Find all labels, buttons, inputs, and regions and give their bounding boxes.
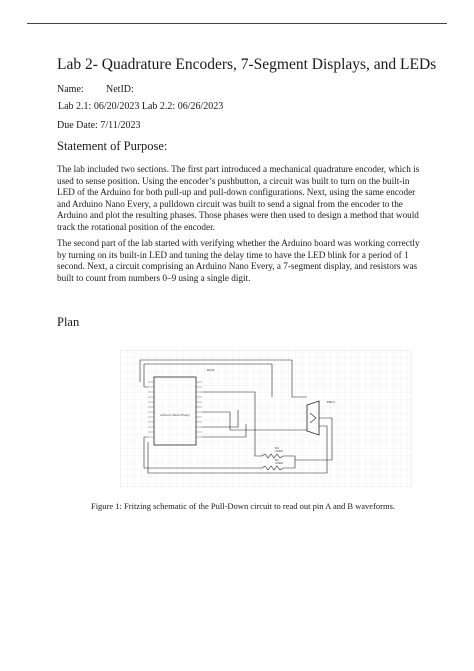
purpose-paragraph-2: The second part of the lab started with verifying whether the Arduino board was working correctly by turning on its built-in LED and tuning the delay time to have the LED blink for a period of 1 second. Next, a circuit comprising an Arduino Nano Every, a 7-segment display, and resistors was built to count from numbers 0–9 using a single digit. (57, 238, 420, 283)
header-rule (27, 23, 447, 24)
purpose-paragraph-1: The lab included two sections. The first part introduced a mechanical quadrature encoder, which is used to sense position. Using the encoder’s pushbutton, a circuit was built to turn on the built-in LED of the Arduino for both pull-up and pull-down configurations. Next, using the same encoder and Arduino Nano Every, a pulldown circuit was built to send a signal from the encoder to the Arduino and plot the resulting phases. Those phases were then used to design a method that would track the rotational position of the encoder. (57, 164, 420, 232)
purpose-heading: Statement of Purpose: (57, 139, 168, 153)
due-date: Due Date: 7/11/2023 (57, 120, 141, 131)
document-title: Lab 2- Quadrature Encoders, 7-Segment Displays, and LEDs (57, 56, 437, 73)
arduino-label: Arduino Nano Every (160, 413, 190, 417)
lab-dates: Lab 2.1: 06/20/2023 Lab 2.2: 06/26/2023 (58, 101, 224, 112)
figure-caption: Figure 1: Fritzing schematic of the Pull-Down circuit to read out pin A and B waveforms. (90, 501, 396, 511)
resistor-r2-value: 10kΩ (275, 461, 283, 465)
resistor-r1-label: R1 (275, 446, 279, 450)
part-label: Part1 (207, 368, 215, 372)
resistor-r1-value: 10kΩ (275, 449, 283, 453)
netid-label: NetID: (106, 84, 134, 95)
resistor-r2-label: R2 (275, 458, 279, 462)
name-label: Name: (57, 84, 84, 95)
fritzing-schematic-figure (120, 350, 412, 487)
plan-heading: Plan (57, 315, 80, 329)
schematic-grid (120, 350, 412, 487)
encoder-label: ENC1 (327, 400, 336, 404)
